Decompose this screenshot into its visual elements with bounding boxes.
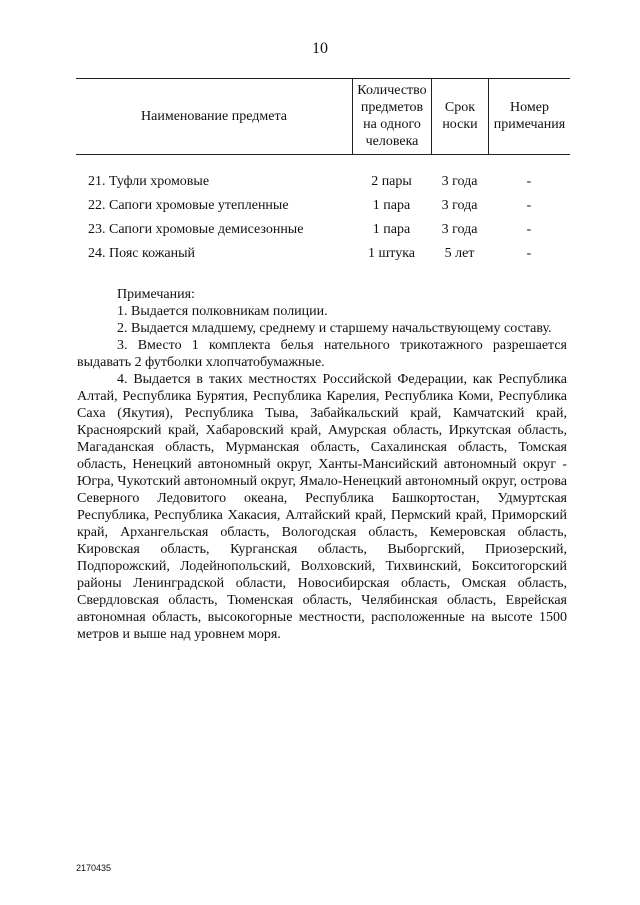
- table-row: [76, 242, 570, 266]
- row-quantity: 1 пара: [372, 222, 411, 237]
- table-row: [76, 170, 570, 194]
- row-item-name: 22. Сапоги хромовые утепленные: [88, 198, 289, 213]
- row-note: -: [526, 174, 532, 189]
- table-row: [76, 194, 570, 218]
- header-term-line: Срок: [444, 100, 476, 115]
- row-term: 3 года: [441, 174, 478, 189]
- notes-title: Примечания:: [117, 287, 195, 302]
- header-quantity-line: человека: [365, 134, 419, 149]
- document-code: 2170435: [76, 863, 112, 873]
- table-header-rule: [76, 154, 570, 155]
- row-note: -: [526, 198, 532, 213]
- header-note: [489, 78, 570, 154]
- row-quantity: 1 пара: [372, 198, 411, 213]
- row-note: -: [526, 246, 532, 261]
- header-quantity-line: предметов: [360, 100, 424, 115]
- row-item-name: 24. Пояс кожаный: [88, 246, 196, 261]
- row-quantity: 1 штука: [367, 246, 416, 261]
- notes-section: [77, 286, 567, 643]
- header-note-line: примечания: [493, 117, 566, 132]
- row-quantity: 2 пары: [371, 174, 412, 189]
- note-item-2: 2. Выдается младшему, среднему и старшему начальствующему составу.: [117, 321, 552, 336]
- header-item-name: [76, 78, 352, 154]
- note-item-4: 4. Выдается в таких местностях Российской Федерации, как Республика Алтай, Республика Бурятия, Республика Карелия, Республика Коми, Республика Саха (Якутия), Республика Тыва, Забайкальский край, Камчатский край, Красноярский край, Хабаровский край, Амурская область, Иркутская область, Магаданская область, Мурманская область, Сахалинская область, Томская область, Ненецкий автономный округ, Ханты-Мансийский автономный округ - Югра, Чукотский автономный округ, Ямало-Ненецкий автономный округ, острова Северного Ледовитого океана, Республика Башкортостан, Удмуртская Республика, Республика Хакасия, Алтайский край, Пермский край, Приморский край, Архангельская область, Вологодская область, Кемеровская область, Кировская область, Курганская область, Выборгский, Приозерский, Подпорожский, Лодейнопольский, Волховский, Тихвинский, Бокситогорский районы Ленинградской области, Новосибирская область, Омская область, Свердловская область, Тюменская область, Челябинская область, Еврейская автономная область, высокогорные местности, расположенные на высоте 1500 метров и выше над уровнем моря.: [77, 372, 567, 642]
- row-term: 3 года: [441, 222, 478, 237]
- row-item-name: 21. Туфли хромовые: [88, 174, 210, 189]
- table-row: [76, 218, 570, 242]
- header-quantity-line: Количество: [357, 83, 427, 98]
- page-number: 10: [312, 40, 328, 57]
- row-item-name: 23. Сапоги хромовые демисезонные: [88, 222, 304, 237]
- header-term-line: носки: [442, 117, 478, 132]
- header-note-line: Номер: [510, 100, 549, 115]
- row-term: 3 года: [441, 198, 478, 213]
- row-note: -: [526, 222, 532, 237]
- note-item-3: 3. Вместо 1 комплекта белья нательного трикотажного разрешается выдавать 2 футболки хлопчатобумажные.: [77, 338, 567, 370]
- header-quantity: [353, 78, 431, 154]
- header-item-name-text: Наименование предмета: [141, 108, 287, 124]
- note-item-1: 1. Выдается полковникам полиции.: [117, 304, 328, 319]
- row-term: 5 лет: [444, 246, 475, 261]
- header-term: [432, 78, 488, 154]
- header-quantity-line: на одного: [363, 117, 421, 132]
